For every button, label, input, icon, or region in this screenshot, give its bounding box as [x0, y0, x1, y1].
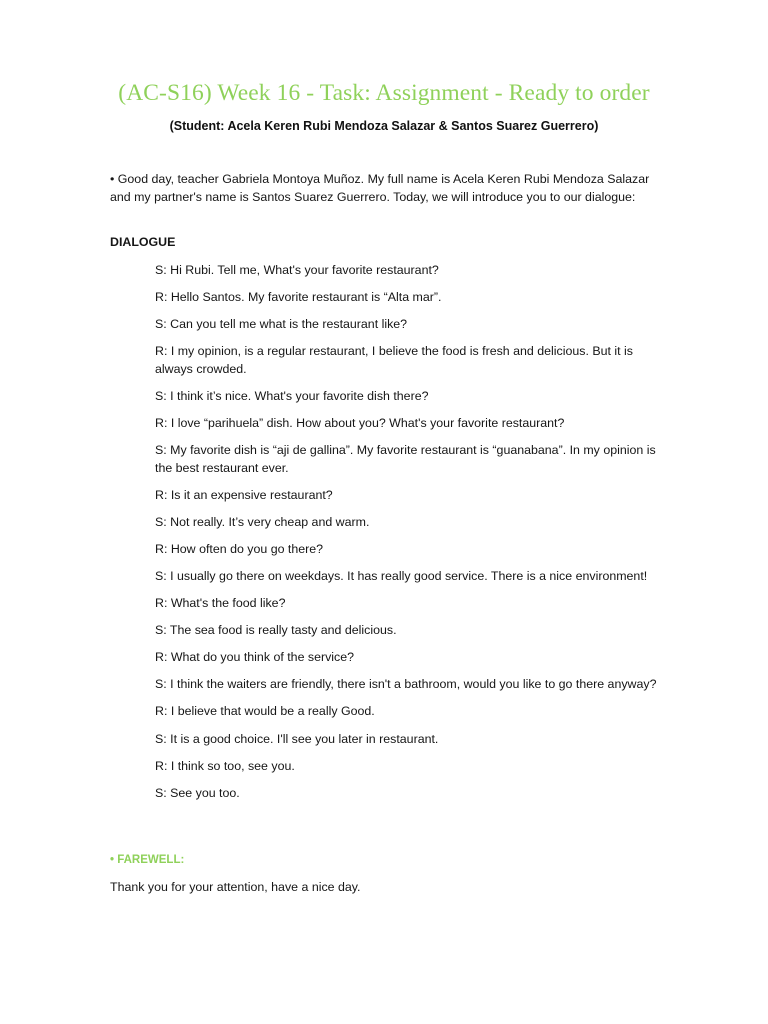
dialogue-line: R: I think so too, see you. — [155, 758, 295, 773]
dialogue-line: S: Hi Rubi. Tell me, What's your favorite restaurant? — [155, 263, 439, 277]
dialogue-line: R: I my opinion, is a regular restaurant, I believe the food is fresh and delicious. But it is always crowded. — [155, 344, 633, 376]
dialogue-line: R: I believe that would be a really Good. — [155, 704, 375, 719]
dialogue-list — [155, 262, 663, 812]
dialogue-line: S: Can you tell me what is the restaurant like? — [155, 317, 408, 332]
dialogue-line: R: What do you think of the service? — [155, 650, 355, 665]
dialogue-line: S: The sea food is really tasty and delicious. — [155, 623, 397, 638]
dialogue-line: R: What's the food like? — [155, 596, 286, 611]
dialogue-line: S: Not really. It’s very cheap and warm. — [155, 514, 370, 529]
document-title: (AC-S16) Week 16 - Task: Assignment - Ready to order — [118, 80, 650, 106]
dialogue-line: S: I usually go there on weekdays. It has really good service. There is a nice environment! — [155, 568, 648, 583]
dialogue-line: R: I love “parihuela” dish. How about you? What's your favorite restaurant? — [155, 415, 565, 430]
dialogue-heading: DIALOGUE — [110, 235, 176, 249]
intro-paragraph: • Good day, teacher Gabriela Montoya Muñoz. My full name is Acela Keren Rubi Mendoza Salazar and my partner's name is Santos Suarez Guerrero. Today, we will introduce you to our dialogue: — [110, 172, 650, 204]
farewell-heading: • FAREWELL: — [110, 854, 185, 866]
dialogue-line: S: See you too. — [155, 785, 240, 800]
dialogue-line: R: How often do you go there? — [155, 541, 324, 556]
dialogue-line: S: It is a good choice. I'll see you later in restaurant. — [155, 731, 439, 746]
dialogue-line: S: I think it’s nice. What's your favorite dish there? — [155, 388, 429, 403]
document-subtitle: (Student: Acela Keren Rubi Mendoza Salazar & Santos Suarez Guerrero) — [169, 119, 599, 133]
dialogue-line: S: I think the waiters are friendly, there isn't a bathroom, would you like to go there anyway? — [155, 677, 657, 692]
dialogue-line: S: My favorite dish is “aji de gallina”. My favorite restaurant is “guanabana”. In my opinion is the best restaurant ever. — [155, 443, 656, 475]
dialogue-line: R: Hello Santos. My favorite restaurant is “Alta mar”. — [155, 290, 442, 305]
closing-line: Thank you for your attention, have a nice day. — [110, 880, 361, 894]
dialogue-line: R: Is it an expensive restaurant? — [155, 487, 333, 502]
